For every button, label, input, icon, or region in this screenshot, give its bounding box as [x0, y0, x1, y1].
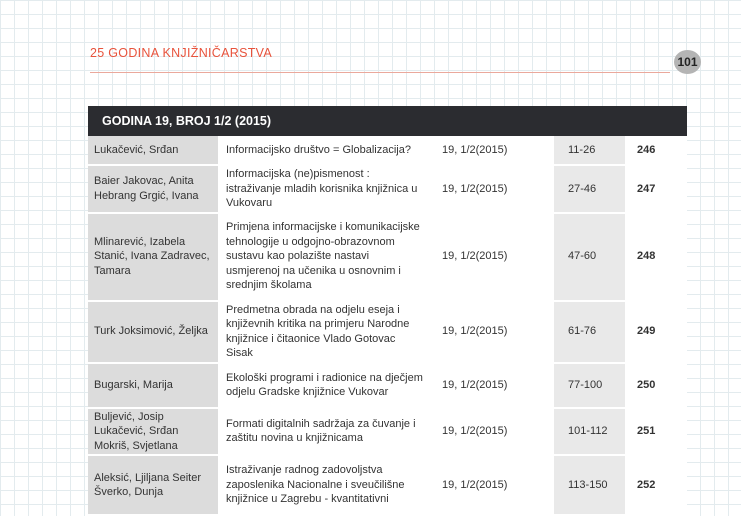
author-cell: Mlinarević, Izabela Stanić, Ivana Zadravec, Tamara [88, 213, 219, 301]
pages-cell: 101-112 [554, 408, 625, 456]
page-number: 101 [674, 50, 701, 74]
running-title: 25 GODINA KNJIŽNIČARSTVA [90, 46, 273, 60]
title-cell: Primjena informacijske i komunikacijske tehnologije u odgojno-obrazovnom sustavu kao polazište nastavi usmjerenoj na učenika u osnovnim i srednjim školama [219, 213, 428, 301]
pages-cell: 27-46 [554, 165, 625, 213]
title-cell: Predmetna obrada na odjelu eseja i književnih kritika na primjeru Narodne knjižnice i čitaonice Vlado Gotovac Sisak [219, 301, 428, 363]
header-rule [90, 72, 670, 73]
table-row [88, 165, 687, 213]
issue-cell: 19, 1/2(2015) [428, 301, 554, 363]
table-row [88, 455, 687, 515]
author-cell: Bugarski, Marija [88, 363, 219, 408]
entry-number-cell: 251 [625, 408, 687, 456]
issue-cell: 19, 1/2(2015) [428, 136, 554, 165]
entry-number-cell: 246 [625, 136, 687, 165]
issue-cell: 19, 1/2(2015) [428, 213, 554, 301]
title-cell: Informacijska (ne)pismenost : istraživanje mladih korisnika knjižnica u Vukovaru [219, 165, 428, 213]
issue-cell: 19, 1/2(2015) [428, 455, 554, 515]
title-cell: Ekološki programi i radionice na dječjem odjelu Gradske knjižnice Vukovar [219, 363, 428, 408]
issue-cell: 19, 1/2(2015) [428, 165, 554, 213]
bibliography-table-panel [88, 106, 687, 506]
issue-cell: 19, 1/2(2015) [428, 408, 554, 456]
author-cell: Buljević, Josip Lukačević, Srđan Mokriš, Svjetlana [88, 408, 219, 456]
author-cell: Aleksić, Ljiljana Seiter Šverko, Dunja [88, 455, 219, 515]
entry-number-cell: 247 [625, 165, 687, 213]
table-row [88, 363, 687, 408]
entry-number-cell: 249 [625, 301, 687, 363]
issue-cell: 19, 1/2(2015) [428, 363, 554, 408]
title-cell: Informacijsko društvo = Globalizacija? [219, 136, 428, 165]
table-row [88, 213, 687, 301]
entry-number-cell: 250 [625, 363, 687, 408]
table-row [88, 136, 687, 165]
table-row [88, 301, 687, 363]
section-heading: GODINA 19, BROJ 1/2 (2015) [88, 106, 687, 136]
pages-cell: 61-76 [554, 301, 625, 363]
entry-number-cell: 252 [625, 455, 687, 515]
title-cell: Istraživanje radnog zadovoljstva zaposlenika Nacionalne i sveučilišne knjižnice u Zagrebu - kvantitativni [219, 455, 428, 515]
author-cell: Lukačević, Srđan [88, 136, 219, 165]
pages-cell: 77-100 [554, 363, 625, 408]
bibliography-table [88, 136, 687, 516]
table-row [88, 408, 687, 456]
title-cell: Formati digitalnih sadržaja za čuvanje i zaštitu novina u knjižnicama [219, 408, 428, 456]
pages-cell: 11-26 [554, 136, 625, 165]
author-cell: Baier Jakovac, Anita Hebrang Grgić, Ivana [88, 165, 219, 213]
pages-cell: 113-150 [554, 455, 625, 515]
entry-number-cell: 248 [625, 213, 687, 301]
pages-cell: 47-60 [554, 213, 625, 301]
author-cell: Turk Joksimović, Željka [88, 301, 219, 363]
